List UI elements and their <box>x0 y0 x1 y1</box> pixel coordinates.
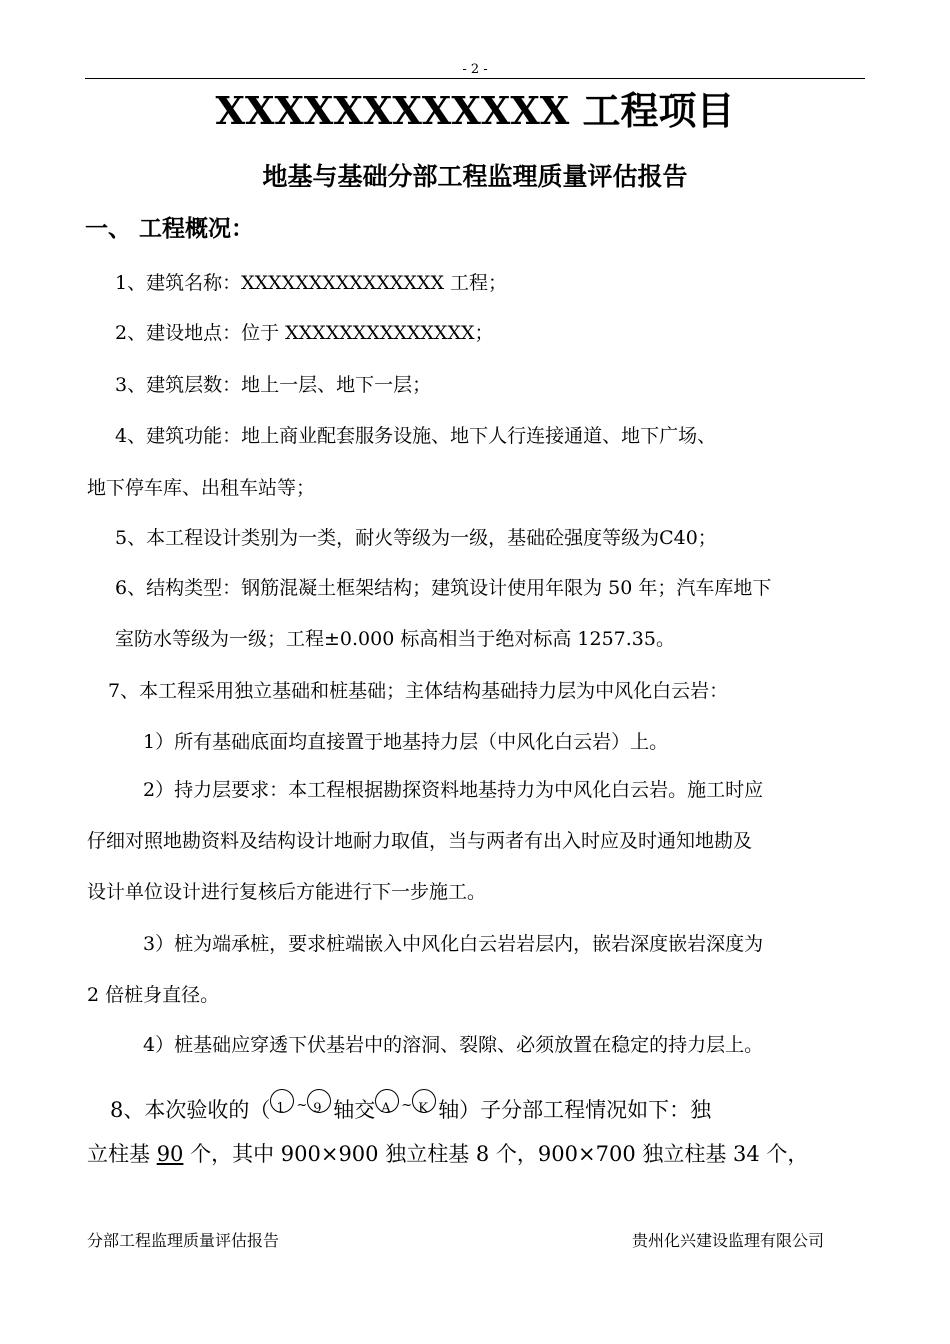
item-6-line-1: 6、结构类型：钢筋混凝土框架结构；建筑设计使用年限为 50 年；汽车库地下 <box>115 577 772 599</box>
item-6-line-2: 室防水等级为一级；工程±0.000 标高相当于绝对标高 1257.35。 <box>115 628 675 650</box>
sub-item-3-line-2: 2 倍桩身直径。 <box>87 984 220 1006</box>
item-8-prefix: 8、本次验收的（ <box>110 1098 271 1122</box>
item-8-mid: 轴交 <box>333 1098 376 1122</box>
column-count: 90 <box>156 1142 184 1166</box>
item-8-suffix: 轴）子分部工程情况如下：独 <box>438 1098 712 1122</box>
axis-1-bubble: 1 <box>270 1093 296 1119</box>
item-4-line-1: 4、建筑功能：地上商业配套服务设施、地下人行连接通道、地下广场、 <box>115 425 717 447</box>
item-8-line-2-suffix: 个，其中 900×900 独立柱基 8 个，900×700 独立柱基 34 个， <box>183 1142 809 1166</box>
sub-item-2-line-2: 仔细对照地勘资料及结构设计地耐力取值，当与两者有出入时应及时通知地勘及 <box>87 830 753 852</box>
footer-right: 贵州化兴建设监理有限公司 <box>632 1231 825 1250</box>
item-3: 3、建筑层数：地上一层、地下一层； <box>115 374 432 396</box>
section-heading: 一、 工程概况： <box>85 215 255 242</box>
item-5: 5、本工程设计类别为一类，耐火等级为一级，基础砼强度等级为C40； <box>115 527 717 549</box>
footer-left: 分部工程监理质量评估报告 <box>87 1231 280 1250</box>
sub-item-3-line-1: 3）桩为端承桩，要求桩端嵌入中风化白云岩岩层内，嵌岩深度嵌岩深度为 <box>143 933 764 955</box>
document-title: XXXXXXXXXXXX 工程项目 <box>215 88 735 133</box>
page-number: - 2 - <box>462 62 488 77</box>
item-4-line-2: 地下停车库、出租车站等； <box>87 477 316 499</box>
item-8-line-2 <box>87 1138 808 1168</box>
sub-item-2-line-3: 设计单位设计进行复核后方能进行下一步施工。 <box>87 881 487 903</box>
item-8-line-2-prefix: 立柱基 <box>87 1142 157 1166</box>
axis-9-bubble: 9 <box>307 1093 333 1119</box>
axis-range-tilde: ~ <box>296 1098 308 1113</box>
item-7: 7、本工程采用独立基础和桩基础；主体结构基础持力层为中风化白云岩： <box>108 680 729 702</box>
header-rule <box>85 78 865 79</box>
axis-range-tilde-2: ~ <box>401 1098 413 1113</box>
item-1: 1、建筑名称：XXXXXXXXXXXXXXX 工程； <box>115 272 508 294</box>
sub-item-4: 4）桩基础应穿透下伏基岩中的溶洞、裂隙、必须放置在稳定的持力层上。 <box>143 1034 764 1056</box>
axis-a-bubble: A <box>375 1093 401 1119</box>
item-2: 2、建设地点：位于 XXXXXXXXXXXXXX； <box>115 322 494 344</box>
axis-k-bubble: K <box>412 1093 438 1119</box>
item-8-line-1 <box>110 1093 711 1124</box>
sub-item-1: 1）所有基础底面均直接置于地基持力层（中风化白云岩）上。 <box>143 731 669 753</box>
sub-item-2-line-1: 2）持力层要求：本工程根据勘探资料地基持力为中风化白云岩。施工时应 <box>143 779 764 801</box>
document-subtitle: 地基与基础分部工程监理质量评估报告 <box>262 162 688 191</box>
